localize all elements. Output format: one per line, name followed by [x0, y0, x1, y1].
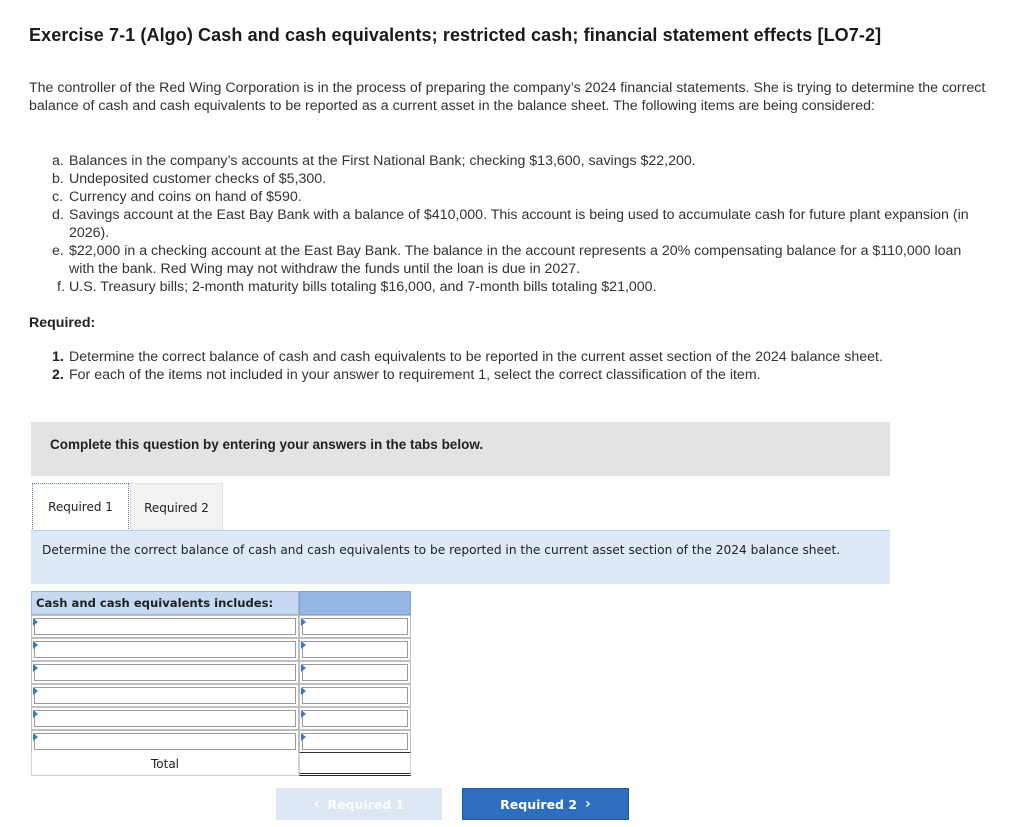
- amount-input[interactable]: [302, 710, 408, 727]
- tab-required-1[interactable]: Required 1: [32, 483, 129, 531]
- amount-cell: [299, 730, 411, 753]
- tab-required-2[interactable]: Required 2: [130, 483, 223, 531]
- amount-input[interactable]: [302, 687, 408, 704]
- exercise-title: Exercise 7-1 (Algo) Cash and cash equivalents; restricted cash; financial statement effects [LO7-2]: [29, 25, 882, 45]
- requirement-number: 2.: [52, 367, 64, 383]
- input-marker-icon: [301, 618, 306, 626]
- requirement-text: For each of the items not included in your answer to requirement 1, select the correct classification of the item.: [69, 367, 761, 383]
- previous-tab-button[interactable]: [276, 788, 442, 820]
- amount-input[interactable]: [302, 664, 408, 681]
- list-item: [52, 366, 952, 384]
- input-marker-icon: [301, 641, 306, 649]
- amount-cell: [299, 615, 411, 638]
- item-text: Balances in the company’s accounts at the First National Bank; checking $13,600, savings $22,200.: [69, 153, 696, 169]
- input-marker-icon: [33, 618, 38, 626]
- input-marker-icon: [33, 687, 38, 695]
- input-marker-icon: [33, 733, 38, 741]
- item-cell: [31, 684, 299, 707]
- input-marker-icon: [301, 710, 306, 718]
- list-item: [52, 278, 982, 296]
- total-value: [299, 752, 411, 776]
- item-label: f.: [57, 279, 65, 295]
- input-marker-icon: [301, 733, 306, 741]
- list-item: [52, 206, 982, 242]
- list-item: [52, 152, 982, 170]
- item-label: a.: [52, 153, 64, 169]
- chevron-right-icon: ›: [585, 796, 591, 812]
- requirements-list: [52, 348, 952, 384]
- item-label: c.: [52, 189, 64, 205]
- amount-input[interactable]: [302, 733, 408, 750]
- item-text: Currency and coins on hand of $590.: [69, 189, 302, 205]
- list-item: [52, 170, 982, 188]
- item-text: Savings account at the East Bay Bank with a balance of $410,000. This account is being used to accumulate cash for future plant expansion (in 2026).: [69, 207, 969, 241]
- input-marker-icon: [33, 710, 38, 718]
- item-input[interactable]: [34, 641, 296, 658]
- table-row: [31, 638, 411, 661]
- complete-question-banner: [31, 422, 890, 476]
- input-marker-icon: [33, 641, 38, 649]
- table-row: [31, 730, 411, 753]
- item-text: $22,000 in a checking account at the East Bay Bank. The balance in the account represents a 20% compensating balance for a $110,000 loan with the bank. Red Wing may not withdraw the funds until the loan is due in 2027.: [69, 243, 962, 277]
- table-row: [31, 684, 411, 707]
- considered-items-list: [52, 152, 982, 296]
- table-header-row: [31, 591, 411, 615]
- next-tab-label: Required 2: [500, 796, 578, 812]
- table-row: [31, 661, 411, 684]
- item-text: U.S. Treasury bills; 2-month maturity bills totaling $16,000, and 7-month bills totaling $21,000.: [69, 279, 657, 295]
- item-cell: [31, 730, 299, 753]
- amount-cell: [299, 661, 411, 684]
- amount-cell: [299, 638, 411, 661]
- complete-prompt: Complete this question by entering your answers in the tabs below.: [50, 437, 484, 452]
- input-marker-icon: [33, 664, 38, 672]
- list-item: [52, 348, 952, 366]
- item-text: Undeposited customer checks of $5,300.: [69, 171, 327, 187]
- input-marker-icon: [301, 687, 306, 695]
- required-heading: Required:: [29, 315, 96, 331]
- list-item: [52, 188, 982, 206]
- previous-tab-label: Required 1: [327, 796, 405, 812]
- amount-input[interactable]: [302, 618, 408, 635]
- item-cell: [31, 707, 299, 730]
- item-cell: [31, 615, 299, 638]
- item-label: d.: [52, 207, 64, 223]
- input-marker-icon: [301, 664, 306, 672]
- table-row: [31, 707, 411, 730]
- chevron-left-icon: ‹: [313, 796, 320, 812]
- amount-input[interactable]: [302, 641, 408, 658]
- item-input[interactable]: [34, 687, 296, 704]
- amount-cell: [299, 707, 411, 730]
- table-header-label: Cash and cash equivalents includes:: [31, 591, 299, 615]
- item-input[interactable]: [34, 710, 296, 727]
- table-header-amount: [299, 591, 411, 615]
- instruction-panel: [31, 531, 890, 584]
- requirement-number: 1.: [52, 349, 64, 365]
- item-cell: [31, 638, 299, 661]
- total-label: Total: [31, 752, 299, 776]
- item-input[interactable]: [34, 618, 296, 635]
- item-label: b.: [52, 171, 64, 187]
- item-cell: [31, 661, 299, 684]
- table-row: [31, 615, 411, 638]
- item-input[interactable]: [34, 733, 296, 750]
- exercise-intro: The controller of the Red Wing Corporation is in the process of preparing the company’s 2024 financial statements. She is trying to determine the correct balance of cash and cash equivalents to be reported as a current asset in the balance sheet. The following items are being considered:: [29, 80, 986, 114]
- amount-cell: [299, 684, 411, 707]
- requirement-text: Determine the correct balance of cash and cash equivalents to be reported in the current asset section of the 2024 balance sheet.: [69, 349, 883, 365]
- item-input[interactable]: [34, 664, 296, 681]
- item-label: e.: [52, 243, 64, 259]
- instruction-text: Determine the correct balance of cash and cash equivalents to be reported in the current asset section of the 2024 balance sheet.: [42, 543, 841, 557]
- list-item: [52, 242, 982, 278]
- total-row: [31, 752, 411, 776]
- next-tab-button[interactable]: [462, 788, 629, 820]
